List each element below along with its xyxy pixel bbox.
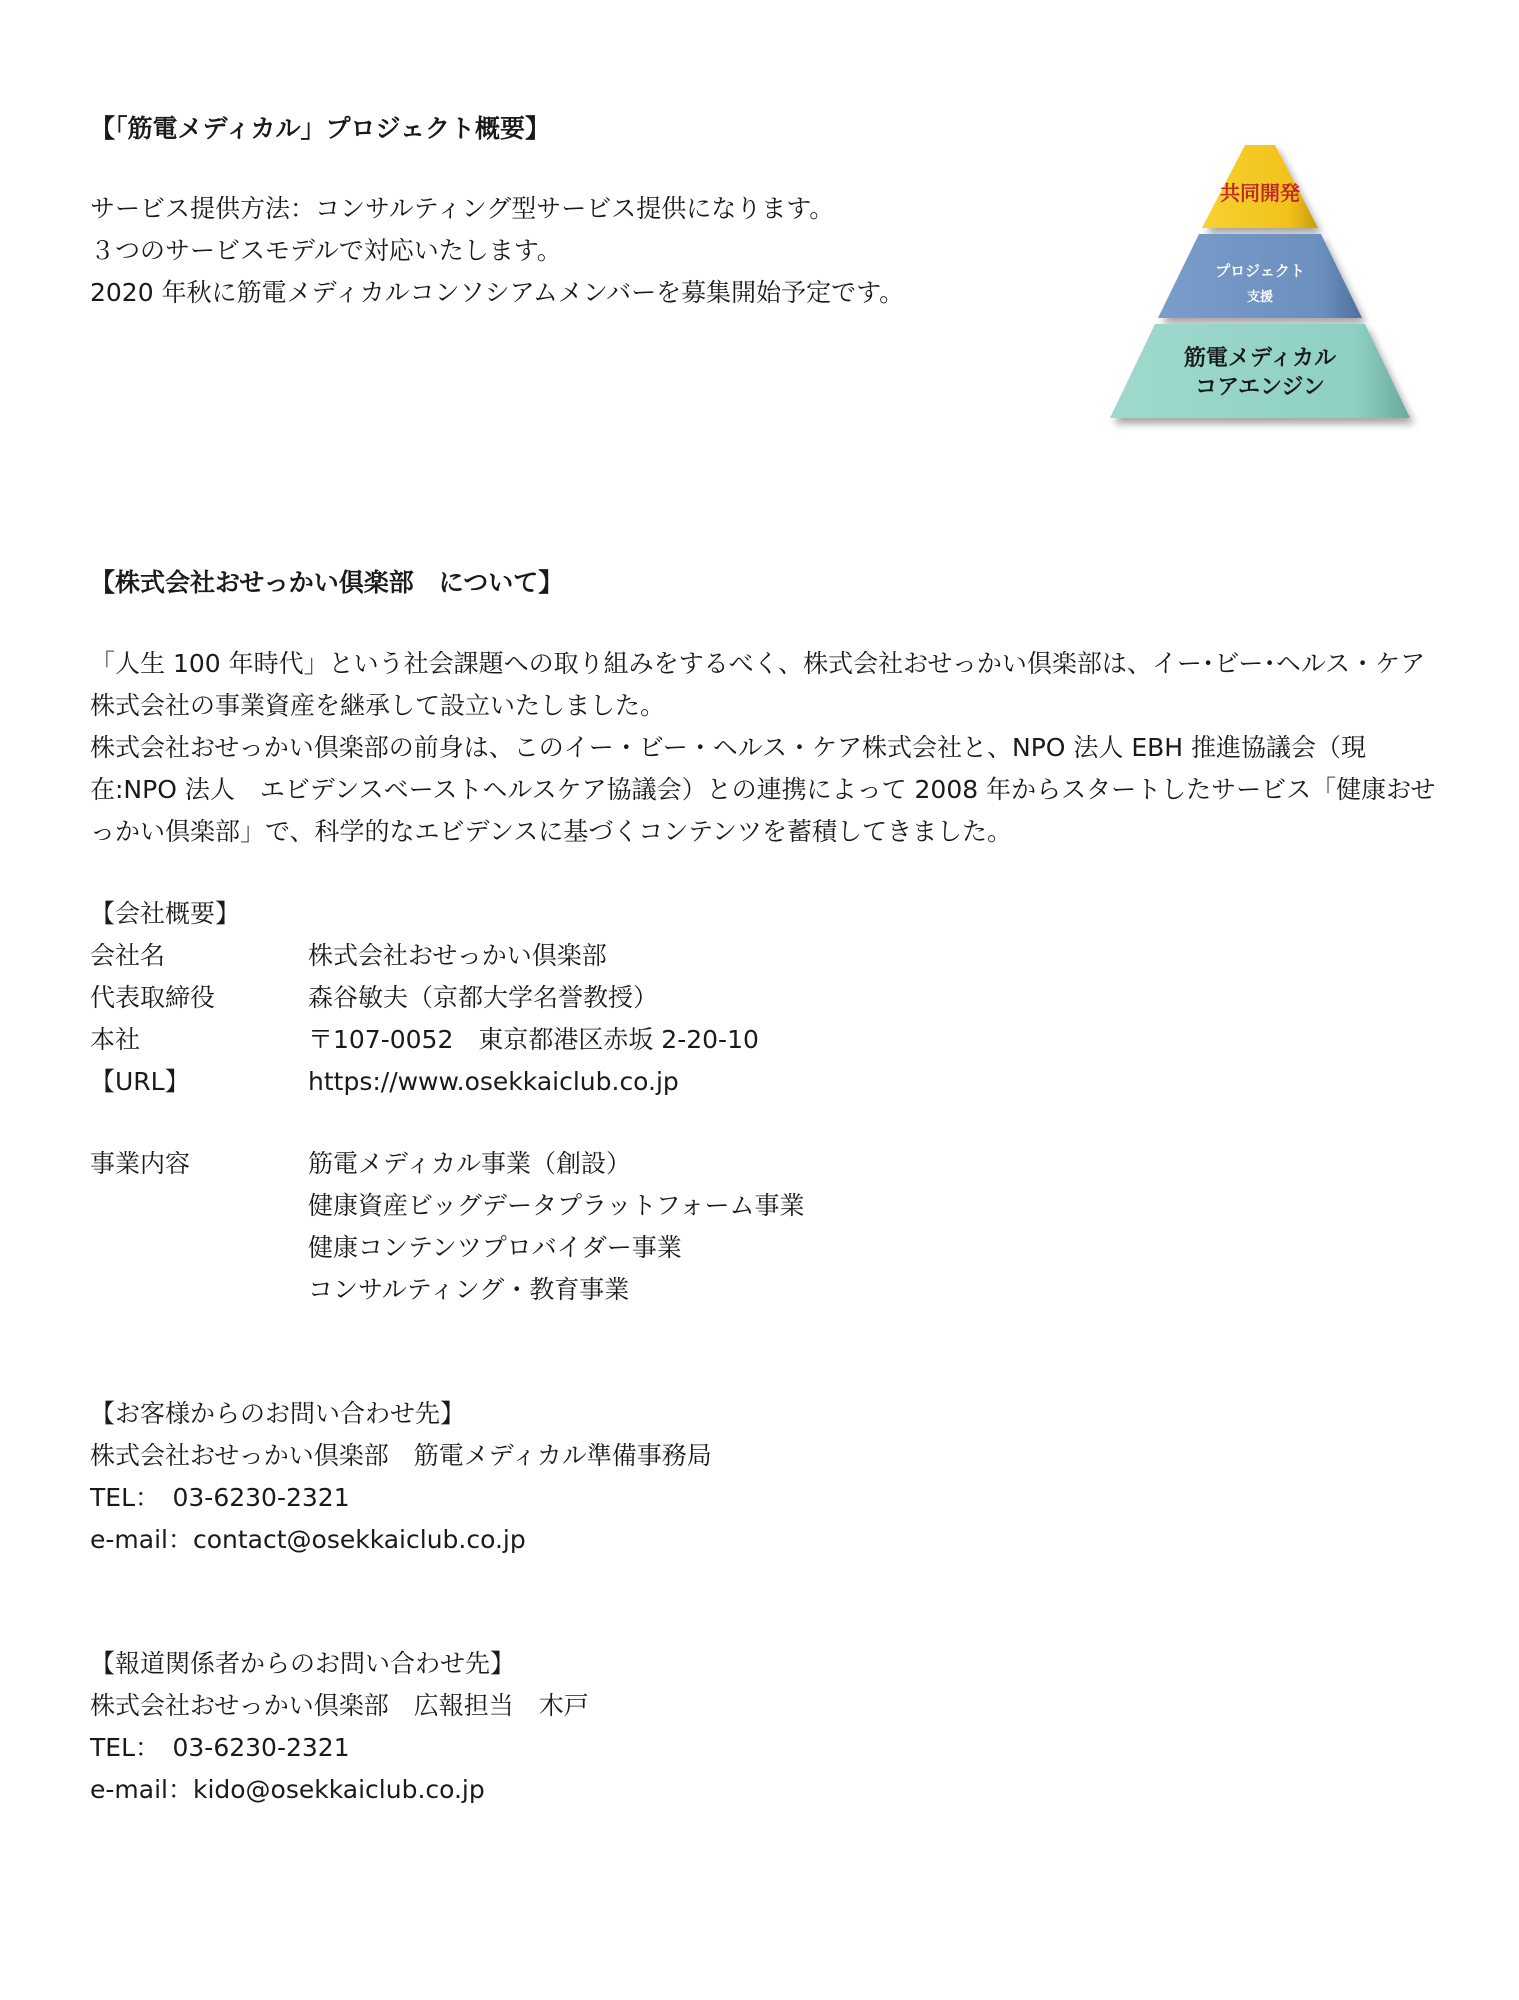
pyramid-top-label: 共同開発 [1220, 181, 1300, 205]
overview-key: 会社名 [90, 941, 166, 970]
press-contact-tel: TEL： 03-6230-2321 [90, 1733, 350, 1762]
project-heading: 【「筋電メディカル」プロジェクト概要】 [90, 114, 551, 143]
overview-key: 事業内容 [90, 1149, 191, 1178]
overview-heading: 【会社概要】 [90, 899, 241, 928]
overview-key: 【URL】 [90, 1067, 190, 1096]
pyramid-middle-label-1: プロジェクト [1215, 262, 1305, 280]
business-item: 健康資産ビッグデータプラットフォーム事業 [308, 1191, 805, 1220]
business-item: 筋電メディカル事業（創設） [308, 1149, 632, 1178]
service-model-pyramid [1100, 130, 1430, 440]
pyramid-bottom-tier [1110, 324, 1410, 418]
business-item: 健康コンテンツプロバイダー事業 [308, 1233, 682, 1262]
customer-contact-org: 株式会社おせっかい倶楽部 筋電メディカル準備事務局 [90, 1441, 712, 1470]
overview-value: 〒107-0052 東京都港区赤坂 2-20-10 [308, 1025, 759, 1054]
company-heading: 【株式会社おせっかい倶楽部 について】 [90, 568, 564, 597]
overview-row-business [90, 1143, 631, 1185]
press-contact-email[interactable]: e-mail：kido@osekkaiclub.co.jp [90, 1775, 485, 1804]
customer-contact-heading: 【お客様からのお問い合わせ先】 [90, 1399, 466, 1428]
company-paragraph-2: 株式会社おせっかい倶楽部の前身は、このイー・ビー・ヘルス・ケア株式会社と、NPO 法人 EBH 推進協議会（現在:NPO 法人 エビデンスベーストヘルスケア協議会）との連携によって 2008 年からスタートしたサービス「健康おせっかい倶楽部」で、科学的なエビデンスに基づくコンテンツを蓄積してきました。 [90, 733, 1436, 846]
pyramid-middle-label-2: 支援 [1246, 290, 1274, 305]
company-paragraph-1: 「人生 100 年時代」という社会課題への取り組みをするべく、株式会社おせっかい倶楽部は、イー･ビー･ヘルス・ケア株式会社の事業資産を継承して設立いたしました。 [90, 649, 1426, 720]
project-line-3: 2020 年秋に筋電メディカルコンソシアムメンバーを募集開始予定です。 [90, 278, 905, 307]
overview-row-representative [90, 977, 658, 1019]
company-url-link[interactable]: https://www.osekkaiclub.co.jp [308, 1067, 679, 1096]
press-contact-heading: 【報道関係者からのお問い合わせ先】 [90, 1649, 516, 1678]
pyramid-bottom-label-2: コアエンジン [1195, 375, 1325, 400]
project-line-1: サービス提供方法：コンサルティング型サービス提供になります。 [90, 194, 835, 223]
customer-contact-tel: TEL： 03-6230-2321 [90, 1483, 350, 1512]
company-description [90, 643, 1450, 853]
business-item: コンサルティング・教育事業 [308, 1275, 630, 1304]
press-contact-org: 株式会社おせっかい倶楽部 広報担当 木戸 [90, 1691, 589, 1720]
overview-value: 株式会社おせっかい倶楽部 [308, 941, 607, 970]
customer-contact-email[interactable]: e-mail：contact@osekkaiclub.co.jp [90, 1525, 526, 1554]
overview-key: 本社 [90, 1025, 141, 1054]
overview-key: 代表取締役 [90, 983, 216, 1012]
project-line-2: ３つのサービスモデルで対応いたします。 [90, 236, 562, 265]
overview-value: 森谷敏夫（京都大学名誉教授） [308, 983, 659, 1012]
overview-row-url [90, 1061, 679, 1103]
overview-row-company-name [90, 935, 607, 977]
pyramid-bottom-label-1: 筋電メディカル [1183, 346, 1337, 371]
overview-row-headquarters [90, 1019, 759, 1061]
